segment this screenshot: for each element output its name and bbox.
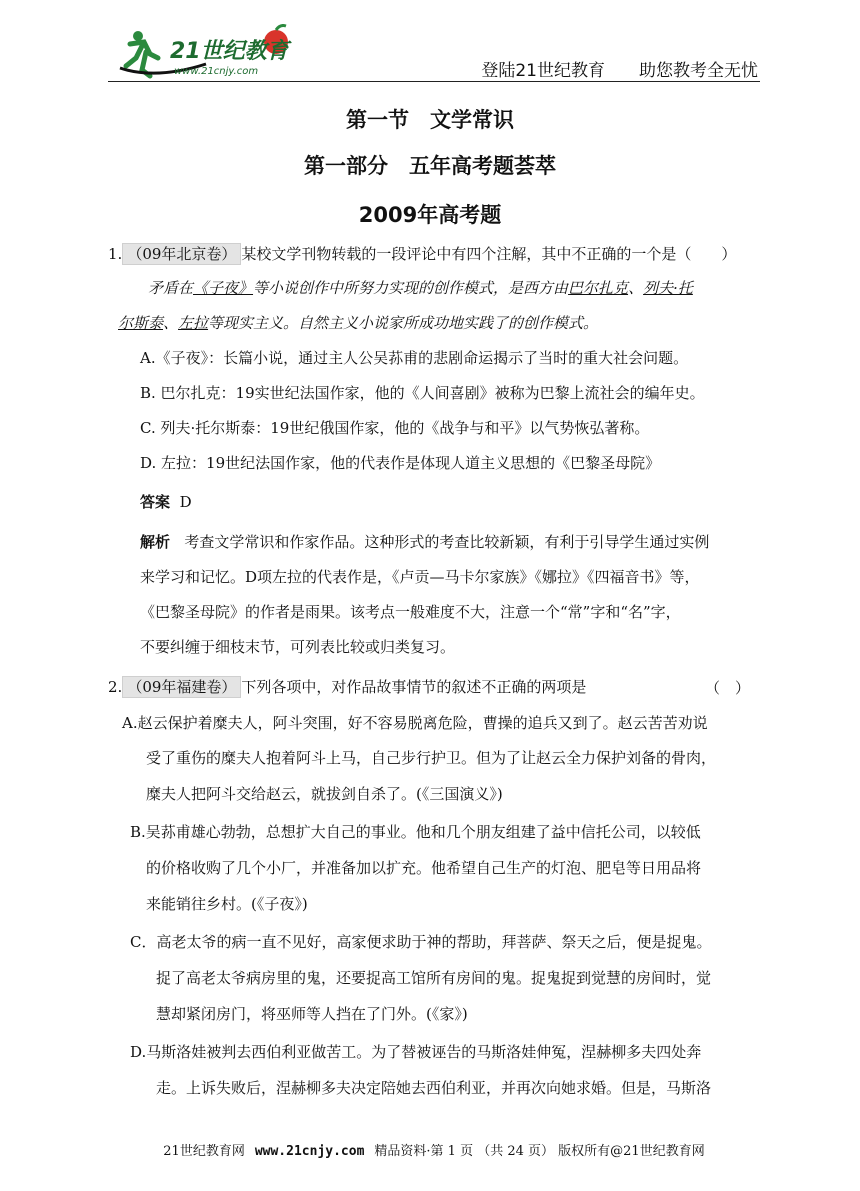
question-source: （09年北京卷） (122, 243, 241, 265)
option-a-line-1: A.赵云保护着糜夫人，阿斗突围，好不容易脱离危险，曹操的追兵又到了。赵云苦苦劝说 (122, 714, 708, 732)
logo-graphic (116, 24, 316, 80)
annotated-term: 《子夜》 (193, 279, 254, 297)
option-c-line-1: C．高老太爷的病一直不见好，高家便求助于神的帮助，拜菩萨、祭天之后，便是捉鬼。 (130, 933, 712, 951)
option-d: D. 左拉：19世纪法国作家，他的代表作是体现人道主义思想的《巴黎圣母院》 (140, 454, 661, 472)
annotated-term: 尔斯泰 (118, 314, 164, 332)
svg-text:21世纪教育: 21世纪教育 (170, 39, 289, 64)
analysis-line-2: 来学习和记忆。D项左拉的代表作是，《卢贡—马卡尔家族》《娜拉》《四福音书》等， (140, 568, 700, 586)
question-number: 1. (108, 245, 123, 263)
option-a-line-3: 糜夫人把阿斗交给赵云，就拔剑自杀了。(《三国演义》) (146, 785, 503, 803)
analysis-line-4: 不要纠缠于细枝末节，可列表比较或归类复习。 (140, 638, 456, 656)
question-source: （09年福建卷） (122, 676, 241, 698)
option-b: B. 巴尔扎克：19实世纪法国作家，他的《人间喜剧》被称为巴黎上流社会的编年史。 (140, 384, 705, 402)
svg-text:www.21cnjy.com: www.21cnjy.com (174, 66, 259, 77)
analysis-line-3: 《巴黎圣母院》的作者是雨果。该考点一般难度不大，注意一个“常”字和“名”字， (140, 603, 681, 621)
question-number: 2. (108, 678, 123, 696)
annotated-term: 列夫·托 (643, 279, 693, 297)
question-2-stem (108, 677, 586, 697)
annotated-term: 巴尔扎克 (568, 279, 629, 297)
option-b-line-2: 的价格收购了几个小厂，并准备加以扩充。他希望自己生产的灯泡、肥皂等日用品将 (146, 859, 702, 877)
page-header (108, 20, 760, 82)
answer-value: D (179, 493, 192, 511)
footer-site-name: 21世纪教育网 (163, 1144, 245, 1159)
question-text: 某校文学刊物转载的一段评论中有四个注解，其中不正确的一个是（ ） (241, 245, 737, 263)
footer-url-link[interactable]: www.21cnjy.com (254, 1144, 365, 1159)
option-c-line-3: 慧却紧闭房门，将巫师等人挡在了门外。(《家》) (156, 1005, 468, 1023)
analysis-line-1: 解析 考查文学常识和作家作品。这种形式的考查比较新颖，有利于引导学生通过实例 (140, 533, 710, 551)
footer-page-info: 精品资料·第 1 页 （共 24 页） 版权所有@21世纪教育网 (374, 1144, 705, 1159)
slogan-login: 登陆21世纪教育 (481, 61, 605, 81)
question-text: 下列各项中，对作品故事情节的叙述不正确的两项是 (241, 678, 587, 696)
option-a: A.《子夜》：长篇小说，通过主人公吴荪甫的悲剧命运揭示了当时的重大社会问题。 (140, 349, 689, 367)
option-d-line-2: 走。上诉失败后，涅赫柳多夫决定陪她去西伯利亚，并再次向她求婚。但是，马斯洛 (156, 1079, 712, 1097)
answer-label: 答案 (140, 493, 171, 511)
header-slogan (481, 56, 758, 81)
page-footer (108, 1140, 760, 1159)
option-a-line-2: 受了重伤的糜夫人抱着阿斗上马，自己步行护卫。但为了让赵云全力保护刘备的骨肉， (146, 749, 717, 767)
answer-line (140, 492, 192, 512)
site-logo[interactable] (116, 24, 316, 80)
quoted-passage-line-1: 矛盾在《子夜》等小说创作中所努力实现的创作模式，是西方由巴尔扎克、列夫·托 (148, 279, 693, 297)
option-b-line-1: B.吴荪甫雄心勃勃，总想扩大自己的事业。他和几个朋友组建了益中信托公司，以较低 (130, 823, 701, 841)
annotated-term: 左拉 (178, 314, 209, 332)
year-title: 2009年高考题 (358, 203, 502, 227)
header-divider (108, 81, 760, 82)
section-title: 第一节 文学常识 (346, 108, 514, 132)
part-title: 第一部分 五年高考题荟萃 (304, 154, 556, 178)
answer-blank: （ ） (705, 679, 751, 697)
quoted-passage-line-2: 尔斯泰、左拉等现实主义。自然主义小说家所成功地实践了的创作模式。 (118, 314, 599, 332)
slogan-help: 助您教考全无忧 (639, 61, 758, 81)
option-c: C. 列夫·托尔斯泰：19世纪俄国作家，他的《战争与和平》以气势恢弘著称。 (140, 419, 650, 437)
question-1-stem (108, 244, 736, 264)
option-d-line-1: D.马斯洛娃被判去西伯利亚做苦工。为了替被诬告的马斯洛娃伸冤，涅赫柳多夫四处奔 (130, 1043, 702, 1061)
option-b-line-3: 来能销往乡村。(《子夜》) (146, 895, 308, 913)
analysis-label: 解析 (140, 533, 171, 551)
option-c-line-2: 捉了高老太爷病房里的鬼，还要捉高工馆所有房间的鬼。捉鬼捉到觉慧的房间时，觉 (156, 969, 712, 987)
